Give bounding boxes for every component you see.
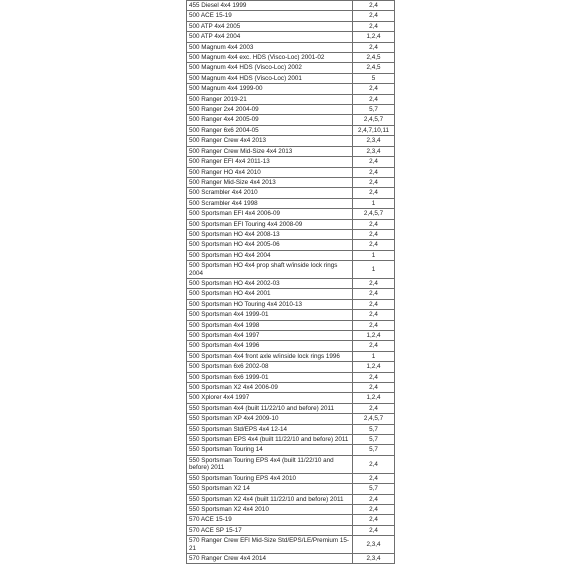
table-row — [187, 473, 395, 483]
table-row — [187, 250, 395, 260]
table-row — [187, 331, 395, 341]
table-row — [187, 21, 395, 31]
figures-cell: 1 — [353, 351, 395, 361]
figures-cell: 2,4 — [353, 229, 395, 239]
table-row — [187, 63, 395, 73]
table-row — [187, 11, 395, 21]
model-cell: 500 Sportsman HO 4x4 2004 — [187, 250, 353, 260]
table-row — [187, 261, 395, 279]
figures-cell: 2,4 — [353, 310, 395, 320]
model-cell: 550 Sportsman XP 4x4 2009-10 — [187, 414, 353, 424]
figures-cell: 1 — [353, 261, 395, 279]
figures-cell: 2,4 — [353, 94, 395, 104]
table-row — [187, 146, 395, 156]
model-cell: 500 Sportsman HO 4x4 2002-03 — [187, 278, 353, 288]
model-cell: 500 Sportsman 4x4 1996 — [187, 341, 353, 351]
table-row — [187, 341, 395, 351]
fitment-table-body — [187, 1, 395, 564]
model-cell: 550 Sportsman Touring 14 — [187, 445, 353, 455]
model-cell: 500 Ranger 2019-21 — [187, 94, 353, 104]
table-row — [187, 157, 395, 167]
figures-cell: 5,7 — [353, 105, 395, 115]
table-row — [187, 198, 395, 208]
model-cell: 550 Sportsman X2 14 — [187, 484, 353, 494]
table-row — [187, 73, 395, 83]
table-row — [187, 42, 395, 52]
model-cell: 500 Sportsman HO 4x4 2001 — [187, 289, 353, 299]
table-row — [187, 240, 395, 250]
figures-cell: 2,4 — [353, 167, 395, 177]
table-row — [187, 424, 395, 434]
figures-cell: 2,4,5,7 — [353, 115, 395, 125]
fitment-table-grid — [186, 0, 395, 564]
model-cell: 550 Sportsman EPS 4x4 (built 11/22/10 and before) 2011 — [187, 435, 353, 445]
table-row — [187, 383, 395, 393]
table-row — [187, 84, 395, 94]
model-cell: 500 Ranger 6x6 2004-05 — [187, 125, 353, 135]
model-cell: 500 Magnum 4x4 HDS (Visco-Loc) 2002 — [187, 63, 353, 73]
table-row — [187, 484, 395, 494]
model-cell: 500 Magnum 4x4 exc. HDS (Visco-Loc) 2001-02 — [187, 53, 353, 63]
table-row — [187, 299, 395, 309]
table-row — [187, 515, 395, 525]
table-row — [187, 494, 395, 504]
figures-cell: 2,4 — [353, 341, 395, 351]
figures-cell: 1 — [353, 250, 395, 260]
figures-cell: 2,4,5,7 — [353, 414, 395, 424]
figures-cell: 2,4 — [353, 320, 395, 330]
figures-cell: 2,4 — [353, 157, 395, 167]
figures-cell: 2,4 — [353, 188, 395, 198]
table-row — [187, 393, 395, 403]
table-row — [187, 188, 395, 198]
table-row — [187, 94, 395, 104]
figures-cell: 2,3,4 — [353, 136, 395, 146]
model-cell: 500 Ranger HO 4x4 2010 — [187, 167, 353, 177]
table-row — [187, 414, 395, 424]
figures-cell: 2,4 — [353, 383, 395, 393]
table-row — [187, 278, 395, 288]
table-row — [187, 445, 395, 455]
model-cell: 500 Scrambler 4x4 1998 — [187, 198, 353, 208]
figures-cell: 2,4 — [353, 289, 395, 299]
figures-cell: 5,7 — [353, 435, 395, 445]
model-cell: 570 Ranger Crew EFI Mid-Size Std/EPS/LE/Premium 15-21 — [187, 536, 353, 554]
model-cell: 500 Ranger Crew 4x4 2013 — [187, 136, 353, 146]
model-cell: 500 Magnum 4x4 HDS (Visco-Loc) 2001 — [187, 73, 353, 83]
figures-cell: 2,4 — [353, 11, 395, 21]
table-row — [187, 310, 395, 320]
model-cell: 500 Sportsman EFI Touring 4x4 2008-09 — [187, 219, 353, 229]
model-cell: 500 ATP 4x4 2004 — [187, 32, 353, 42]
figures-cell: 2,3,4 — [353, 536, 395, 554]
model-cell: 570 Ranger Crew 4x4 2014 — [187, 553, 353, 563]
figures-cell: 1,2,4 — [353, 32, 395, 42]
figures-cell: 1,2,4 — [353, 393, 395, 403]
model-cell: 550 Sportsman X2 4x4 2010 — [187, 504, 353, 514]
model-cell: 550 Sportsman Touring EPS 4x4 2010 — [187, 473, 353, 483]
table-row — [187, 125, 395, 135]
figures-cell: 2,4 — [353, 1, 395, 11]
model-cell: 500 Sportsman 4x4 1998 — [187, 320, 353, 330]
model-cell: 500 Sportsman HO 4x4 2008-13 — [187, 229, 353, 239]
model-cell: 500 Scrambler 4x4 2010 — [187, 188, 353, 198]
model-cell: 570 ACE SP 15-17 — [187, 525, 353, 535]
figures-cell: 2,4 — [353, 494, 395, 504]
model-cell: 500 Sportsman 4x4 1997 — [187, 331, 353, 341]
table-row — [187, 372, 395, 382]
table-row — [187, 525, 395, 535]
model-cell: 500 Ranger 2x4 2004-09 — [187, 105, 353, 115]
model-cell: 455 Diesel 4x4 1999 — [187, 1, 353, 11]
table-row — [187, 553, 395, 563]
fitment-table — [186, 0, 394, 564]
table-row — [187, 320, 395, 330]
model-cell: 500 Sportsman HO Touring 4x4 2010-13 — [187, 299, 353, 309]
table-row — [187, 289, 395, 299]
model-cell: 570 ACE 15-19 — [187, 515, 353, 525]
table-row — [187, 1, 395, 11]
model-cell: 500 Magnum 4x4 1999-00 — [187, 84, 353, 94]
model-cell: 550 Sportsman 4x4 (built 11/22/10 and before) 2011 — [187, 403, 353, 413]
figures-cell: 2,4 — [353, 455, 395, 473]
model-cell: 500 Ranger Mid-Size 4x4 2013 — [187, 177, 353, 187]
figures-cell: 5,7 — [353, 445, 395, 455]
figures-cell: 2,4 — [353, 525, 395, 535]
figures-cell: 2,4,7,10,11 — [353, 125, 395, 135]
figures-cell: 5 — [353, 73, 395, 83]
figures-cell: 2,4 — [353, 240, 395, 250]
table-row — [187, 209, 395, 219]
model-cell: 500 Sportsman EFI 4x4 2006-09 — [187, 209, 353, 219]
model-cell: 500 Sportsman 4x4 1999-01 — [187, 310, 353, 320]
figures-cell: 2,4 — [353, 473, 395, 483]
figures-cell: 2,4 — [353, 504, 395, 514]
figures-cell: 2,4 — [353, 403, 395, 413]
figures-cell: 1,2,4 — [353, 331, 395, 341]
model-cell: 550 Sportsman Touring EPS 4x4 (built 11/22/10 and before) 2011 — [187, 455, 353, 473]
table-row — [187, 136, 395, 146]
model-cell: 500 ACE 15-19 — [187, 11, 353, 21]
model-cell: 500 Ranger EFI 4x4 2011-13 — [187, 157, 353, 167]
table-row — [187, 53, 395, 63]
table-row — [187, 435, 395, 445]
figures-cell: 2,4 — [353, 515, 395, 525]
table-row — [187, 351, 395, 361]
table-row — [187, 219, 395, 229]
figures-cell: 2,4 — [353, 177, 395, 187]
figures-cell: 2,4,5 — [353, 63, 395, 73]
figures-cell: 2,4,5,7 — [353, 209, 395, 219]
figures-cell: 5,7 — [353, 424, 395, 434]
figures-cell: 2,4 — [353, 42, 395, 52]
figures-cell: 2,4 — [353, 219, 395, 229]
figures-cell: 2,4 — [353, 84, 395, 94]
figures-cell: 2,4,5 — [353, 53, 395, 63]
figures-cell: 5,7 — [353, 484, 395, 494]
figures-cell: 1,2,4 — [353, 362, 395, 372]
model-cell: 550 Sportsman Std/EPS 4x4 12-14 — [187, 424, 353, 434]
model-cell: 500 Sportsman 4x4 front axle w/inside lock rings 1996 — [187, 351, 353, 361]
table-row — [187, 167, 395, 177]
figures-cell: 2,4 — [353, 299, 395, 309]
model-cell: 500 Sportsman 6x6 1999-01 — [187, 372, 353, 382]
model-cell: 500 Ranger 4x4 2005-09 — [187, 115, 353, 125]
table-row — [187, 177, 395, 187]
figures-cell: 2,4 — [353, 372, 395, 382]
table-row — [187, 32, 395, 42]
figures-cell: 2,4 — [353, 21, 395, 31]
table-row — [187, 403, 395, 413]
model-cell: 500 ATP 4x4 2005 — [187, 21, 353, 31]
model-cell: 500 Sportsman HO 4x4 prop shaft w/inside lock rings 2004 — [187, 261, 353, 279]
model-cell: 550 Sportsman X2 4x4 (built 11/22/10 and before) 2011 — [187, 494, 353, 504]
table-row — [187, 536, 395, 554]
model-cell: 500 Sportsman 6x6 2002-08 — [187, 362, 353, 372]
figures-cell: 2,3,4 — [353, 553, 395, 563]
model-cell: 500 Xplorer 4x4 1997 — [187, 393, 353, 403]
table-row — [187, 105, 395, 115]
figures-cell: 1 — [353, 198, 395, 208]
model-cell: 500 Magnum 4x4 2003 — [187, 42, 353, 52]
table-row — [187, 504, 395, 514]
model-cell: 500 Ranger Crew Mid-Size 4x4 2013 — [187, 146, 353, 156]
table-row — [187, 115, 395, 125]
model-cell: 500 Sportsman HO 4x4 2005-06 — [187, 240, 353, 250]
table-row — [187, 229, 395, 239]
figures-cell: 2,3,4 — [353, 146, 395, 156]
table-row — [187, 362, 395, 372]
table-row — [187, 455, 395, 473]
figures-cell: 2,4 — [353, 278, 395, 288]
model-cell: 500 Sportsman X2 4x4 2006-09 — [187, 383, 353, 393]
